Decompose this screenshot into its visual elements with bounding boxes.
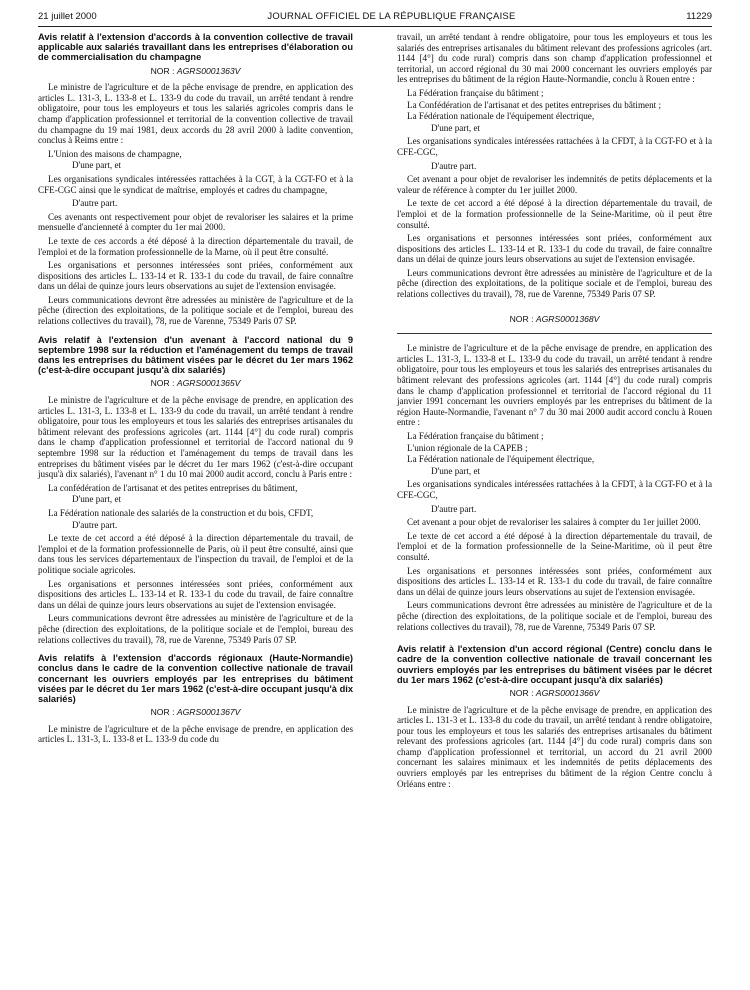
nor-label: NOR : [150,65,175,76]
notice-centre [397,644,712,789]
right-column [397,32,712,792]
party-separator: D'une part, et [72,160,122,171]
left-column [38,32,353,748]
party-line: L'Union des maisons de champagne, [48,148,182,159]
party-separator: D'une part, et [431,122,481,133]
party-line: La Fédération nationale de l'équipement électrique, [407,111,595,122]
party-line: La Fédération nationale des salariés de la construction et du bois, CFDT, [48,508,314,519]
nor-code: AGRS0001367V [176,707,241,718]
nor-label: NOR : [509,687,534,698]
paragraph: Les organisations et personnes intéressées sont priées, conformément aux dispositions des articles L. 133-14 et R. 133-1 du code du travail, de faire connaître dans un délai de quinze jours leurs observations au sujet de l'extension envisagée. [38,260,353,292]
notice-haute-normandie-continued [397,32,712,300]
paragraph: Le texte de cet accord a été déposé à la direction départementale du travail, de l'emploi et de la formation professionnelle de Paris, où il peut être consulté, ainsi que dans tous les services départementaux de l'inspection du travail, de l'emploi et de la politique sociale agricoles. [38,533,353,575]
party-separator: D'autre part. [72,519,118,530]
paragraph: Le texte de cet accord a été déposé à la direction départementale du travail, de l'emploi et de la formation professionnelle de la Seine-Maritime, où il peut être consulté. [397,198,712,230]
paragraph: Les organisations syndicales intéressées rattachées à la CGT, à la CGT-FO et à la CFE-CGC ainsi que le syndicat de maîtrise, employés et cadres du champagne, [38,173,353,195]
notice-champagne [38,32,353,327]
party-line: La Fédération française du bâtiment ; [407,431,544,441]
notice-avenant-7 [397,314,712,632]
section-divider [397,333,712,334]
paragraph: Les organisations et personnes intéressées sont priées, conformément aux dispositions des articles L. 133-14 et R. 133-1 du code du travail, de faire connaître dans un délai de quinze jours leurs observations au sujet de l'extension envisagée. [397,233,712,265]
paragraph: Ces avenants ont respectivement pour objet de revaloriser les salaires et la prime mensuelle d'ancienneté à compter du 1er mai 2000. [38,211,353,233]
party-separator: D'autre part. [72,198,118,209]
paragraph: Le ministre de l'agriculture et de la pêche envisage de prendre, en application des articles L. 131-3, L. 133-8 et L. 133-9 du code du travail, un arrêté tendant à rendre obligatoire, pour tous les employeurs et tous les salariés des entreprises artisanales du bâtiment relevant des professions agricoles (art. 1144 [4°] du code rural) compris dans le champ d'application professionnel et territorial de l'accord régional du 11 janvier 1991 concernant les ouvriers employés par les entreprises du bâtiment de la région Haute-Normandie, l'avenant n° 7 du 30 mai 2000 audit accord conclu à Rouen entre : [397,343,712,428]
paragraph: travail, un arrêté tendant à rendre obligatoire, pour tous les employeurs et tous les salariés des entreprises artisanales du bâtiment relevant des professions agricoles (art. 1144 [4°] du code rural) compris dans son champ d'application professionnel et territorial, un accord régional du 30 mai 2000 concernant les ouvriers employés par les entreprises du bâtiment de la région Haute-Normandie, conclu à Rouen entre : [397,32,712,85]
nor-reference [397,314,712,325]
paragraph: Le ministre de l'agriculture et de la pêche envisage de prendre, en application des articles L. 131-3, L. 133-8 et L. 133-9 du code du [38,723,353,745]
party-separator: D'une part, et [72,494,122,505]
party-line: L'union régionale de la CAPEB ; [407,442,528,453]
paragraph: Leurs communications devront être adressées au ministère de l'agriculture et de la pêche (direction des exploitations, de la politique sociale et de l'emploi, bureau des relations collectives du travail), 78, rue de Varenne, 75349 Paris 07 SP. [397,267,712,300]
nor-code: AGRS0001365V [176,378,241,389]
notice-title: Avis relatif à l'extension d'accords à la convention collective de travail applicable aux salariés travaillant dans les entreprises d'élaboration ou de commercialisation du champagne [38,32,353,63]
header-date: 21 juillet 2000 [38,10,97,22]
paragraph: Cet avenant a pour objet de revaloriser les salaires à compter du 1er juillet 2000. [407,517,701,528]
header-journal-title: JOURNAL OFFICIEL DE LA RÉPUBLIQUE FRANÇAISE [267,10,516,22]
party-separator: D'une part, et [431,465,481,476]
header-page-number: 11229 [686,10,712,22]
nor-label: NOR : [150,707,175,718]
notice-amenagement-temps-travail [38,335,353,645]
party-line: La Confédération de l'artisanat et des petites entreprises du bâtiment ; [407,99,662,110]
nor-label: NOR : [509,313,534,324]
paragraph: Les organisations et personnes intéressées sont priées, conformément aux dispositions des articles L. 133-14 et R. 133-1 du code du travail, de faire connaître dans un délai de quinze jours leurs observations au sujet de l'extension envisagée. [38,578,353,610]
nor-reference [397,688,712,699]
nor-reference [38,378,353,389]
paragraph: Leurs communications devront être adressées au ministère de l'agriculture et de la pêche (direction des exploitations, de la politique sociale et de l'emploi, bureau des relations collectives du travail), 78, rue de Varenne, 75349 Paris 07 SP. [38,613,353,645]
paragraph: Leurs communications devront être adressées au ministère de l'agriculture et de la pêche (direction des exploitations, de la politique sociale et de l'emploi, bureau des relations collectives du travail), 78, rue de Varenne, 75349 Paris 07 SP. [397,600,712,632]
paragraph: Les organisations et personnes intéressées sont priées, conformément aux dispositions des articles L. 133-14 et R. 133-1 du code du travail, de faire connaître dans un délai de quinze jours leurs observations au sujet de l'extension envisagée. [397,565,712,597]
paragraph: Le ministre de l'agriculture et de la pêche envisage de prendre, en application des articles L. 131-3, L. 133-8 et L. 133-9 du code du travail, un arrêté tendant à rendre obligatoire, pour tous les employeurs et tous les salariés agricoles compris dans le champ d'application professionnel et territorial de la convention collective de travail du champagne du 19 mai 1981, deux accords du 28 avril 2000 à ladite convention, conclus à Reims entre : [38,82,353,146]
notice-haute-normandie [38,653,353,745]
paragraph: Le ministre de l'agriculture et de la pêche envisage de prendre, en application des articles L. 131-3, L. 133-8 et L. 133-9 du code du travail, un arrêté tendant à rendre obligatoire, pour tous les employeurs et tous les salariés des entreprises artisanales du bâtiment relevant des professions agricoles (art. 1144 [4°] du code rural) compris dans le champ d'application professionnel et territorial de l'accord national du 9 septembre 1998 sur la réduction et l'aménagement du temps de travail dans les entreprises du bâtiment visées par le décret du 1er mars 1962 (c'est-à-dire occupant jusqu'à dix salariés), l'avenant n° 1 du 10 mai 2000 audit accord, conclu à Paris entre : [38,395,353,480]
header-rule [38,26,712,27]
paragraph: Le ministre de l'agriculture et de la pêche envisage de prendre, en application des articles L. 131-3 et L. 133-8 du code du travail, un arrêté tendant à rendre obligatoire, pour tous les employeurs et tous les salariés des entreprises artisanales du bâtiment relevant des professions agricoles (art. 1144 [4°] du code rural) compris dans son champ d'application professionnel et territorial, un accord du 21 avril 2000 concernant les salaires minimaux et les indemnités de petits déplacements des ouvriers employés par les entreprises du bâtiment de la région Centre conclu à Orléans entre : [397,704,712,789]
party-separator: D'autre part. [431,503,477,514]
paragraph: Le texte de cet accord a été déposé à la direction départementale du travail, de l'emploi et de la formation professionnelle de la Seine-Maritime, où il peut être consulté. [397,530,712,562]
paragraph: Cet avenant a pour objet de revaloriser les indemnités de petits déplacements et la valeur de référence à compter du 1er juillet 2000. [397,174,712,195]
notice-title: Avis relatifs à l'extension d'accords régionaux (Haute-Normandie) conclus dans le cadre de la convention collective nationale de travail concernant les ouvriers employés par les entreprises du bâtiment visées par le décret du 1er mars 1962 (c'est-à-dire occupant jusqu'à dix salariés) [38,653,353,704]
nor-label: NOR : [150,378,175,389]
paragraph: Les organisations syndicales intéressées rattachées à la CFDT, à la CGT-FO et à la CFE-CGC, [397,136,712,157]
party-line: La Fédération française du bâtiment ; [407,87,544,98]
paragraph: Les organisations syndicales intéressées rattachées à la CFDT, à la CGT-FO et à la CFE-CGC, [397,479,712,500]
notice-title: Avis relatif à l'extension d'un accord régional (Centre) conclu dans le cadre de la convention collective nationale de travail concernant les ouvriers employés par les entreprises du bâtiment visées par le décret du 1er mars 1962 (c'est-à-dire occupant jusqu'à dix salariés) [397,644,712,685]
nor-reference [38,707,353,718]
nor-code: AGRS0001366V [535,687,600,698]
paragraph: Le texte de ces accords a été déposé à la direction départementale du travail, de l'emploi et de la formation professionnelle de la Marne, où il peut être consulté. [38,235,353,257]
party-separator: D'autre part. [431,160,477,171]
nor-reference [38,66,353,77]
nor-code: AGRS0001368V [535,313,600,324]
party-line: La Fédération nationale de l'équipement électrique, [407,454,595,465]
party-line: La confédération de l'artisanat et des petites entreprises du bâtiment, [48,482,298,493]
notice-title: Avis relatif à l'extension d'un avenant à l'accord national du 9 septembre 1998 sur la réduction et l'aménagement du temps de travail dans les entreprises du bâtiment visées par le décret du 1er mars 1962 (c'est-à-dire occupant jusqu'à dix salariés) [38,334,353,376]
paragraph: Leurs communications devront être adressées au ministère de l'agriculture et de la pêche (direction des exploitations, de la politique sociale et de l'emploi, bureau des relations collectives du travail), 78, rue de Varenne, 75349 Paris 07 SP. [38,294,353,327]
page-header [38,8,712,24]
nor-code: AGRS0001363V [176,65,241,76]
